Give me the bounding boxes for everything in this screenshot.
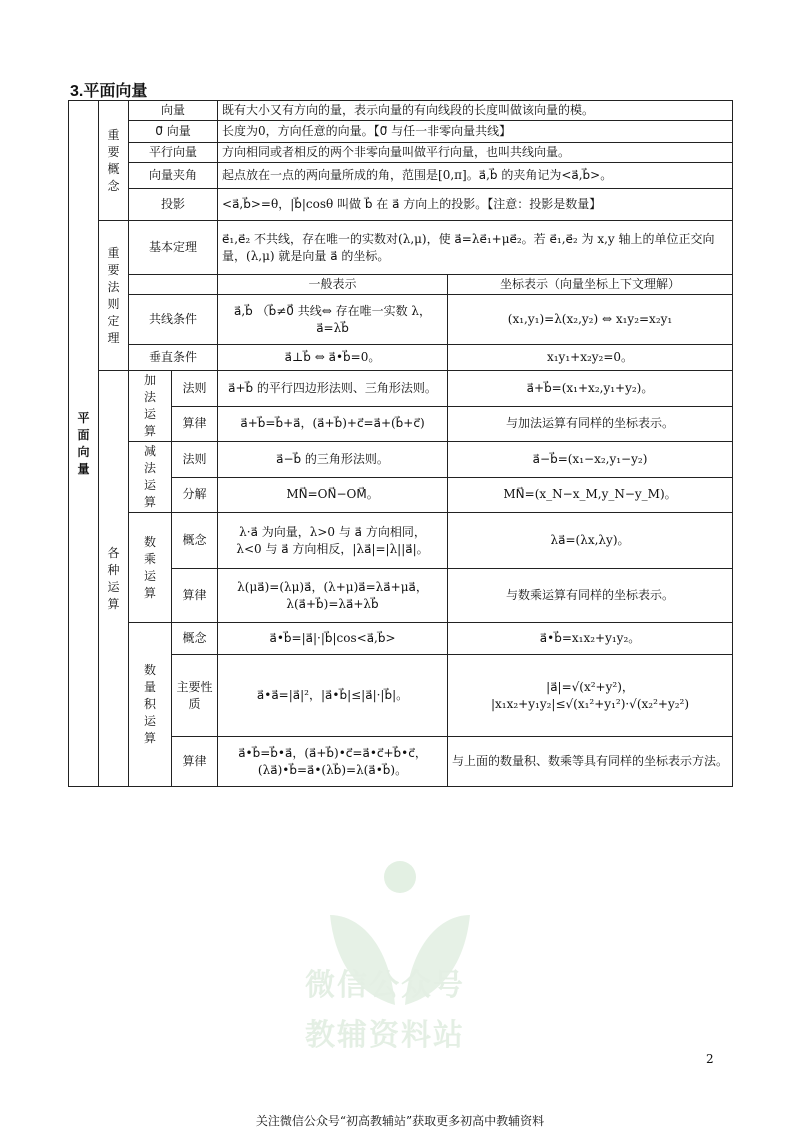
perp-general: a⃗⊥b⃗ ⇔ a⃗•b⃗=0。: [218, 345, 448, 371]
op-sub-name: 概念: [172, 513, 218, 569]
header-general: 一般表示: [218, 275, 448, 295]
op-coord: MN⃗=(x_N−x_M,y_N−y_M)。: [448, 477, 733, 513]
group-ops: 各 种 运 算: [99, 371, 129, 787]
op-coord: a⃗•b⃗=x₁x₂+y₁y₂。: [448, 623, 733, 655]
collinear-general: a⃗,b⃗ （b⃗≠0⃗ 共线⇔ 存在唯一实数 λ， a⃗=λb⃗: [218, 295, 448, 345]
op-sub-name: 算律: [172, 406, 218, 442]
op-coord: a⃗−b⃗=(x₁−x₂,y₁−y₂): [448, 442, 733, 478]
op-general: a⃗+b⃗ 的平行四边形法则、三角形法则。: [218, 371, 448, 407]
main-label: 平 面 向 量: [69, 101, 99, 787]
group-concepts: 重 要 概 念: [99, 101, 129, 221]
concept-text: 既有大小又有方向的量，表示向量的有向线段的长度叫做该向量的模。: [218, 101, 733, 121]
op-add-label: 加 法 运 算: [129, 371, 172, 442]
op-coord: 与数乘运算有同样的坐标表示。: [448, 569, 733, 623]
watermark-line1: 微信公众号: [305, 968, 465, 1003]
concept-name: 投影: [129, 189, 218, 221]
op-general: a⃗+b⃗=b⃗+a⃗，(a⃗+b⃗)+c⃗=a⃗+(b⃗+c⃗): [218, 406, 448, 442]
op-dot-label: 数 量 积 运 算: [129, 623, 172, 787]
op-coord: 与加法运算有同样的坐标表示。: [448, 406, 733, 442]
header-coord: 坐标表示（向量坐标上下文理解）: [448, 275, 733, 295]
concept-text: 长度为0，方向任意的向量。【0⃗ 与任一非零向量共线】: [218, 121, 733, 143]
perp-coord: x₁y₁+x₂y₂=0。: [448, 345, 733, 371]
watermark-line2: 教辅资料站: [305, 1018, 465, 1053]
op-sub-name: 法则: [172, 442, 218, 478]
law-name: 基本定理: [129, 221, 218, 275]
op-coord: a⃗+b⃗=(x₁+x₂,y₁+y₂)。: [448, 371, 733, 407]
op-sub-name: 算律: [172, 569, 218, 623]
footer-note: 关注微信公众号“初高教辅站”获取更多初高中教辅资料: [255, 1114, 545, 1128]
concept-text: 方向相同或者相反的两个非零向量叫做平行向量，也叫共线向量。: [218, 143, 733, 163]
op-sub-name: 算律: [172, 737, 218, 787]
op-sub-label: 减 法 运 算: [129, 442, 172, 513]
op-general: MN⃗=ON⃗−OM⃗。: [218, 477, 448, 513]
op-general: a⃗−b⃗ 的三角形法则。: [218, 442, 448, 478]
op-coord: λa⃗=(λx,λy)。: [448, 513, 733, 569]
group-laws: 重 要 法 则 定 理: [99, 221, 129, 371]
op-general: λ(μa⃗)=(λμ)a⃗，(λ+μ)a⃗=λa⃗+μa⃗， λ(a⃗+b⃗)=λa⃗+λb⃗: [218, 569, 448, 623]
op-general: a⃗•a⃗=|a⃗|²，|a⃗•b⃗|≤|a⃗|·|b⃗|。: [218, 655, 448, 737]
concept-name: 平行向量: [129, 143, 218, 163]
op-sub-name: 法则: [172, 371, 218, 407]
op-coord: |a⃗|=√(x²+y²)， |x₁x₂+y₁y₂|≤√(x₁²+y₁²)·√(x₂²+y₂²): [448, 655, 733, 737]
law-name: 垂直条件: [129, 345, 218, 371]
concept-text: 起点放在一点的两向量所成的角，范围是[0,π]。a⃗,b⃗ 的夹角记为<a⃗,b⃗>。: [218, 163, 733, 189]
op-general: a⃗•b⃗=|a⃗|·|b⃗|cos<a⃗,b⃗>: [218, 623, 448, 655]
page-number: 2: [706, 1052, 714, 1066]
concept-name: 向量夹角: [129, 163, 218, 189]
op-general: a⃗•b⃗=b⃗•a⃗，(a⃗+b⃗)•c⃗=a⃗•c⃗+b⃗•c⃗， (λa⃗)•b⃗=a⃗•(λb⃗)=λ(a⃗•b⃗)。: [218, 737, 448, 787]
op-sub-name: 概念: [172, 623, 218, 655]
law-text: e⃗₁,e⃗₂ 不共线，存在唯一的实数对(λ,μ)，使 a⃗=λe⃗₁+μe⃗₂。若 e⃗₁,e⃗₂ 为 x,y 轴上的单位正交向量，(λ,μ) 就是向量 a⃗ 的坐标。: [218, 221, 733, 275]
header-blank: [129, 275, 218, 295]
op-sub-name: 分解: [172, 477, 218, 513]
vector-summary-table: [68, 100, 733, 787]
concept-name: 0⃗ 向量: [129, 121, 218, 143]
collinear-coord: (x₁,y₁)=λ(x₂,y₂) ⇔ x₁y₂=x₂y₁: [448, 295, 733, 345]
op-scal-label: 数 乘 运 算: [129, 513, 172, 623]
law-name: 共线条件: [129, 295, 218, 345]
concept-name: 向量: [129, 101, 218, 121]
concept-text: <a⃗,b⃗>=θ，|b⃗|cosθ 叫做 b⃗ 在 a⃗ 方向上的投影。【注意：投影是数量】: [218, 189, 733, 221]
section-title: 3.平面向量: [70, 83, 148, 100]
op-coord: 与上面的数量积、数乘等具有同样的坐标表示方法。: [448, 737, 733, 787]
op-sub-name: 主要性质: [172, 655, 218, 737]
op-general: λ·a⃗ 为向量，λ>0 与 a⃗ 方向相同， λ<0 与 a⃗ 方向相反，|λa⃗|=|λ||a⃗|。: [218, 513, 448, 569]
